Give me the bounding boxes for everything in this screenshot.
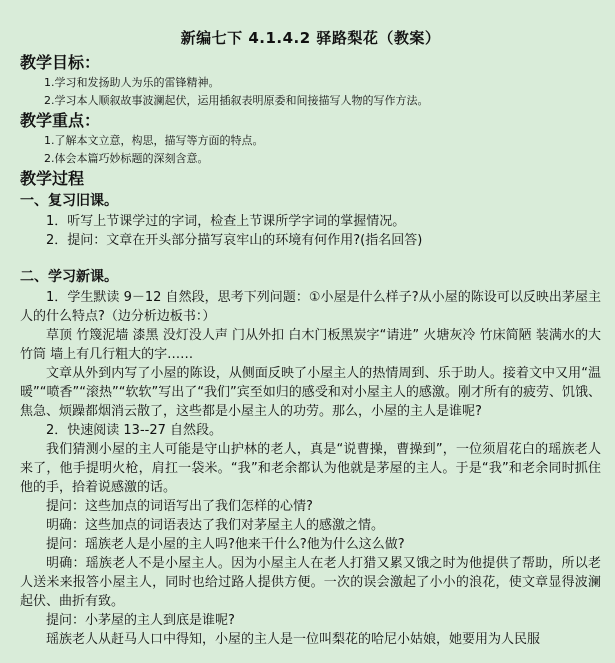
process-heading: 教学过程 xyxy=(20,169,85,188)
spacer xyxy=(20,250,601,266)
objectives-heading: 教学目标： xyxy=(20,53,101,72)
lesson-paragraph: 1．学生默读 9－12 自然段，思考下列问题：①小屋是什么样子?从小屋的陈设可以反映出茅屋主人的什么特点?（边分析边板书：） xyxy=(20,290,601,324)
review-heading: 一、复习旧课。 xyxy=(20,193,118,209)
lesson-paragraph: 我们猜测小屋的主人可能是守山护林的老人，真是“说曹操，曹操到”，一位须眉花白的瑶族老人来了，他手提明火枪，肩扛一袋米。“我”和老余都认为他就是茅屋的主人。于是“我”和老余同时抓住他的手，拾着说感激的话。 xyxy=(20,442,601,495)
objective-item: 1.学习和发扬助人为乐的雷锋精神。 xyxy=(44,76,220,89)
lesson-paragraph: 提问：这些加点的词语写出了我们怎样的心情? xyxy=(46,499,313,514)
new-lesson-heading: 二、学习新课。 xyxy=(20,269,118,285)
review-paragraph: 1．听写上节课学过的字词，检查上节课所学字词的掌握情况。 xyxy=(46,214,406,229)
lesson-paragraph: 提问：瑶族老人是小屋的主人吗?他来干什么?他为什么这么做? xyxy=(46,537,405,552)
page-title: 新编七下 4.1.4.2 驿路梨花（教案） xyxy=(180,29,441,47)
focus-item: 2.体会本篇巧妙标题的深刻含意。 xyxy=(44,152,209,165)
lesson-paragraph: 明确：瑶族老人不是小屋主人。因为小屋主人在老人打猎又累又饿之时为他提供了帮助，所以老人送米来报答小屋主人，同时也给过路人提供方便。一次的误会激起了小小的浪花，使文章显得波澜起伏、曲折有致。 xyxy=(20,556,601,609)
board-notes: 草顶 竹篾泥墙 漆黑 没灯没人声 门从外扣 白木门板黑炭字“请进” 火塘灰冷 竹床简陋 装满水的大竹筒 墙上有几行粗大的字…… xyxy=(20,328,601,362)
lesson-paragraph: 2．快速阅读 13--27 自然段。 xyxy=(46,423,223,438)
focus-item: 1.了解本文立意，构思，描写等方面的特点。 xyxy=(44,134,264,147)
review-paragraph: 2．提问：文章在开头部分描写哀牢山的环境有何作用?(指名回答) xyxy=(46,233,423,248)
lesson-paragraph: 明确：这些加点的词语表达了我们对茅屋主人的感激之情。 xyxy=(46,518,385,533)
lesson-paragraph: 瑶族老人从赶马人口中得知，小屋的主人是一位叫梨花的哈尼小姑娘，她要用为人民服 xyxy=(46,632,541,647)
lesson-paragraph: 文章从外到内写了小屋的陈设，从侧面反映了小屋主人的热情周到、乐于助人。接着文中又用“温暖”“喷香”“滚热”“软软”写出了“我们”宾至如归的感受和对小屋主人的感激。刚才所有的疲劳、饥饿、焦急、烦躁都烟消云散了，这些都是小屋主人的功劳。那么，小屋的主人是谁呢? xyxy=(20,366,601,419)
focus-list xyxy=(20,132,601,168)
objectives-list xyxy=(20,74,601,110)
focus-heading: 教学重点： xyxy=(20,111,101,130)
objective-item: 2.学习本人顺叙故事波澜起伏，运用插叙表明原委和间接描写人物的写作方法。 xyxy=(44,94,429,107)
lesson-paragraph: 提问：小茅屋的主人到底是谁呢? xyxy=(46,613,235,628)
